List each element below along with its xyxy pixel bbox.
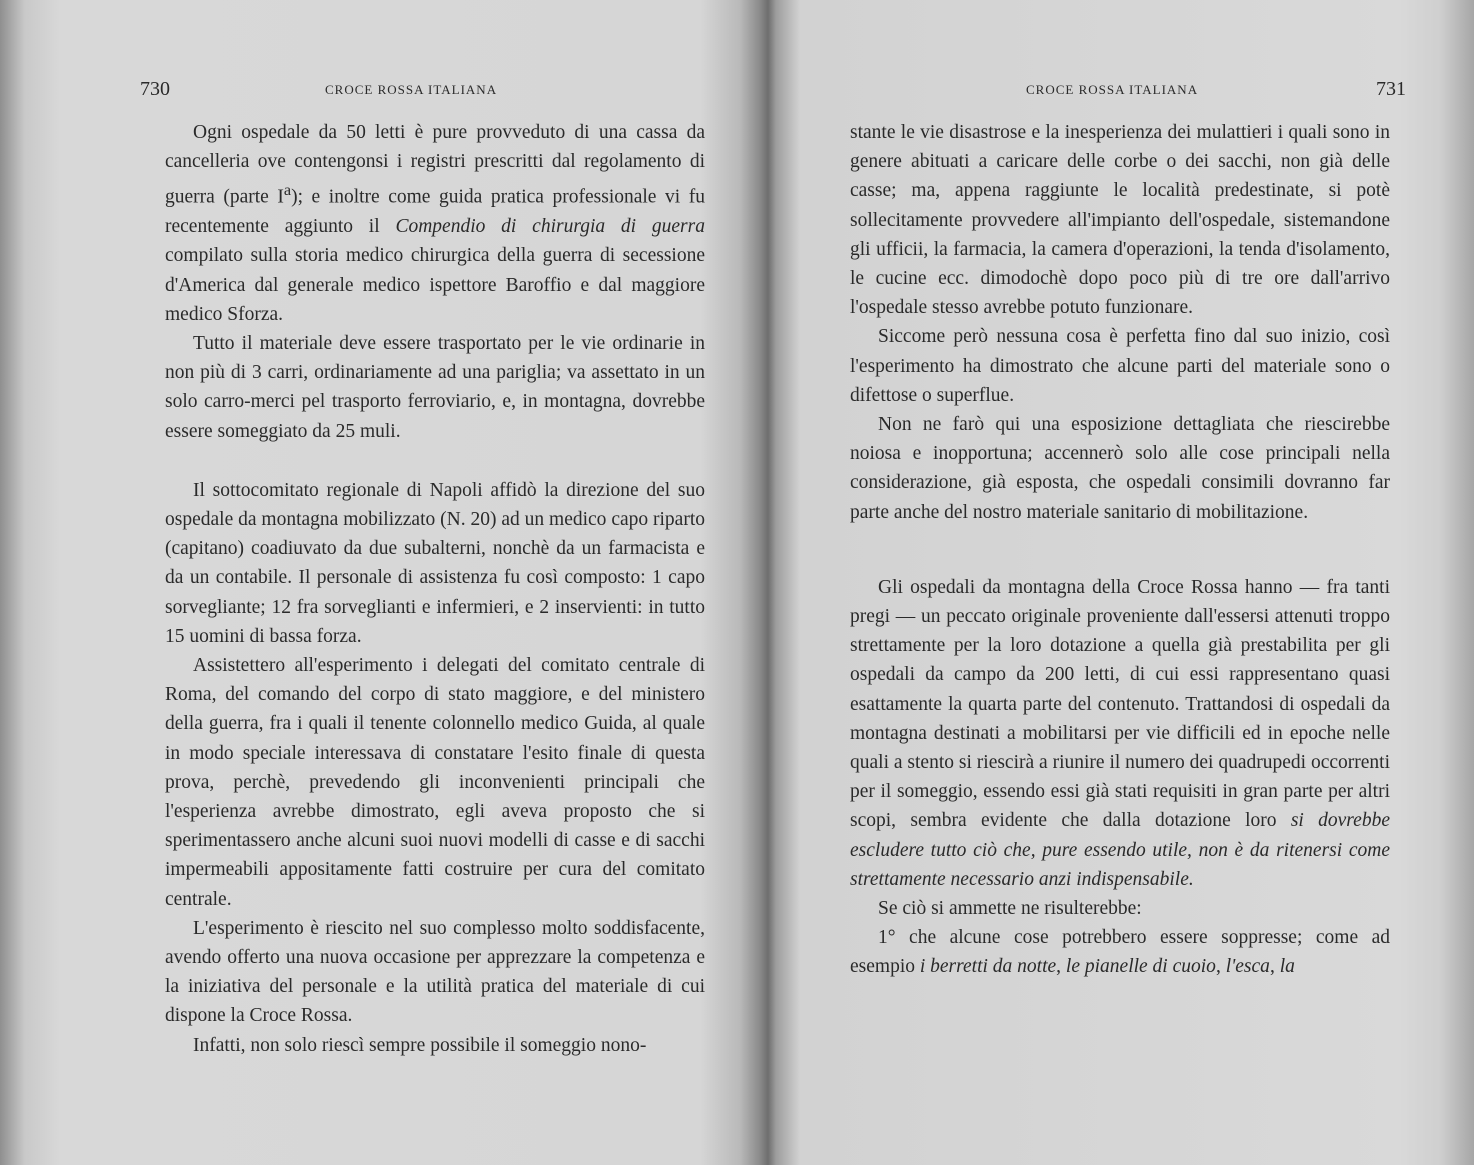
paragraph: Non ne farò qui una esposizione dettagliata che riescirebbe noiosa e inopportuna; accennerò solo alle cose principali nella considerazione, già esposta, che ospedali consimili dovranno far parte anche del nostro materiale sanitario di mobilitazione. bbox=[850, 414, 1390, 523]
paragraph: Tutto il materiale deve essere trasportato per le vie ordinarie in non più di 3 carri, ordinariamente ad una pariglia; va assettato in un solo carro-merci pel trasporto ferroviario, e, in montagna, dovrebbe essere someggiato da 25 muli. bbox=[165, 332, 705, 442]
paragraph: Assistettero all'esperimento i delegati del comitato centrale di Roma, del comando del corpo di stato maggiore, e del ministero della guerra, fra i quali il tenente colonnello medico Guida, al quale in modo speciale interessava di constatare l'esito finale di questa prova, perchè, prevedendo gli inconvenienti principali che l'esperienza avrebbe dimostrato, egli aveva proposto che si sperimentassero anche alcuni suoi nuovi modelli di casse e di sacchi impermeabili appositamente fatti costruire per cura del comitato centrale. bbox=[165, 654, 705, 910]
running-header bbox=[140, 78, 700, 108]
paragraph: Se ciò si ammette ne risulterebbe: bbox=[878, 898, 1142, 920]
body-text bbox=[850, 118, 1390, 982]
paragraph: Gli ospedali da montagna della Croce Rossa hanno — fra tanti pregi — un peccato originale proveniente dall'essersi attenuti troppo strettamente per la loro dotazione a quella già prestabilita per gli ospedali da campo da 200 letti, di cui essi rappresentano quasi esattamente la quarta parte del contenuto. Trattandosi di ospedali da montagna destinati a mobilitarsi per vie difficili ed in epoche nelle quali a stento si riescirà a riunire il numero dei quadrupedi occorrenti per il someggio, essendo essi già stati requisiti in gran parte per altri scopi, sembra evidente che dalla dotazione loro si dovrebbe escludere tutto ciò che, pure essendo utile, non è da ritenersi come strettamente necessario anzi indispensabile. bbox=[850, 576, 1390, 890]
paragraph: Siccome però nessuna cosa è perfetta fino dal suo inizio, così l'esperimento ha dimostrato che alcune parti del materiale sono o difettose o superflue. bbox=[850, 326, 1390, 406]
page-number: 730 bbox=[140, 78, 170, 100]
paragraph: 1° che alcune cose potrebbero essere soppresse; come ad esempio i berretti da notte, le pianelle di cuoio, l'esca, la bbox=[850, 927, 1390, 978]
running-header bbox=[846, 78, 1406, 108]
paragraph: L'esperimento è riescito nel suo complesso molto soddisfacente, avendo offerto una nuova occasione per apprezzare la competenza e la iniziativa del personale e la utilità pratica del materiale di cui dispone la Croce Rossa. bbox=[165, 917, 705, 1027]
paragraph: Infatti, non solo riescì sempre possibile il someggio nono- bbox=[193, 1034, 647, 1056]
running-title: CROCE ROSSA ITALIANA bbox=[1026, 82, 1199, 97]
right-page bbox=[776, 0, 1474, 1165]
page-number: 731 bbox=[1376, 78, 1406, 100]
paragraph: Ogni ospedale da 50 letti è pure provveduto di una cassa da cancelleria ove contengonsi i registri prescritti dal regolamento di guerra (parte $I^a$); e inoltre come guida pratica professionale vi fu recentemente aggiunto il Compendio di chirurgia di guerra compilato sulla storia medico chirurgica della guerra di secessione d'America dal generale medico ispettore Baroffio e dal maggiore medico Sforza. bbox=[165, 122, 705, 325]
paragraph: Il sottocomitato regionale di Napoli affidò la direzione del suo ospedale da montagna mobilizzato (N. 20) ad un medico capo riparto (capitano) coadiuvato da due subalterni, nonchè da un farmacista e da un contabile. Il personale di assistenza fu così composto: 1 capo sorvegliante; 12 fra sorveglianti e infermieri, e 2 inservienti: in tutto 15 uomini di bassa forza. bbox=[165, 479, 705, 647]
body-text bbox=[165, 118, 705, 1060]
paragraph: stante le vie disastrose e la inesperienza dei mulattieri i quali sono in genere abituati a caricare delle corbe o dei sacchi, non già delle casse; ma, appena raggiunte le località predestinate, si potè sollecitamente provvedere all'impianto dell'ospedale, sistemandone gli ufficii, la farmacia, la camera d'operazioni, la tenda d'isolamento, le cucine ecc. dimodochè dopo poco più di tre ore dall'arrivo l'ospedale stesso avrebbe potuto funzionare. bbox=[850, 122, 1390, 319]
running-title: CROCE ROSSA ITALIANA bbox=[325, 82, 498, 97]
